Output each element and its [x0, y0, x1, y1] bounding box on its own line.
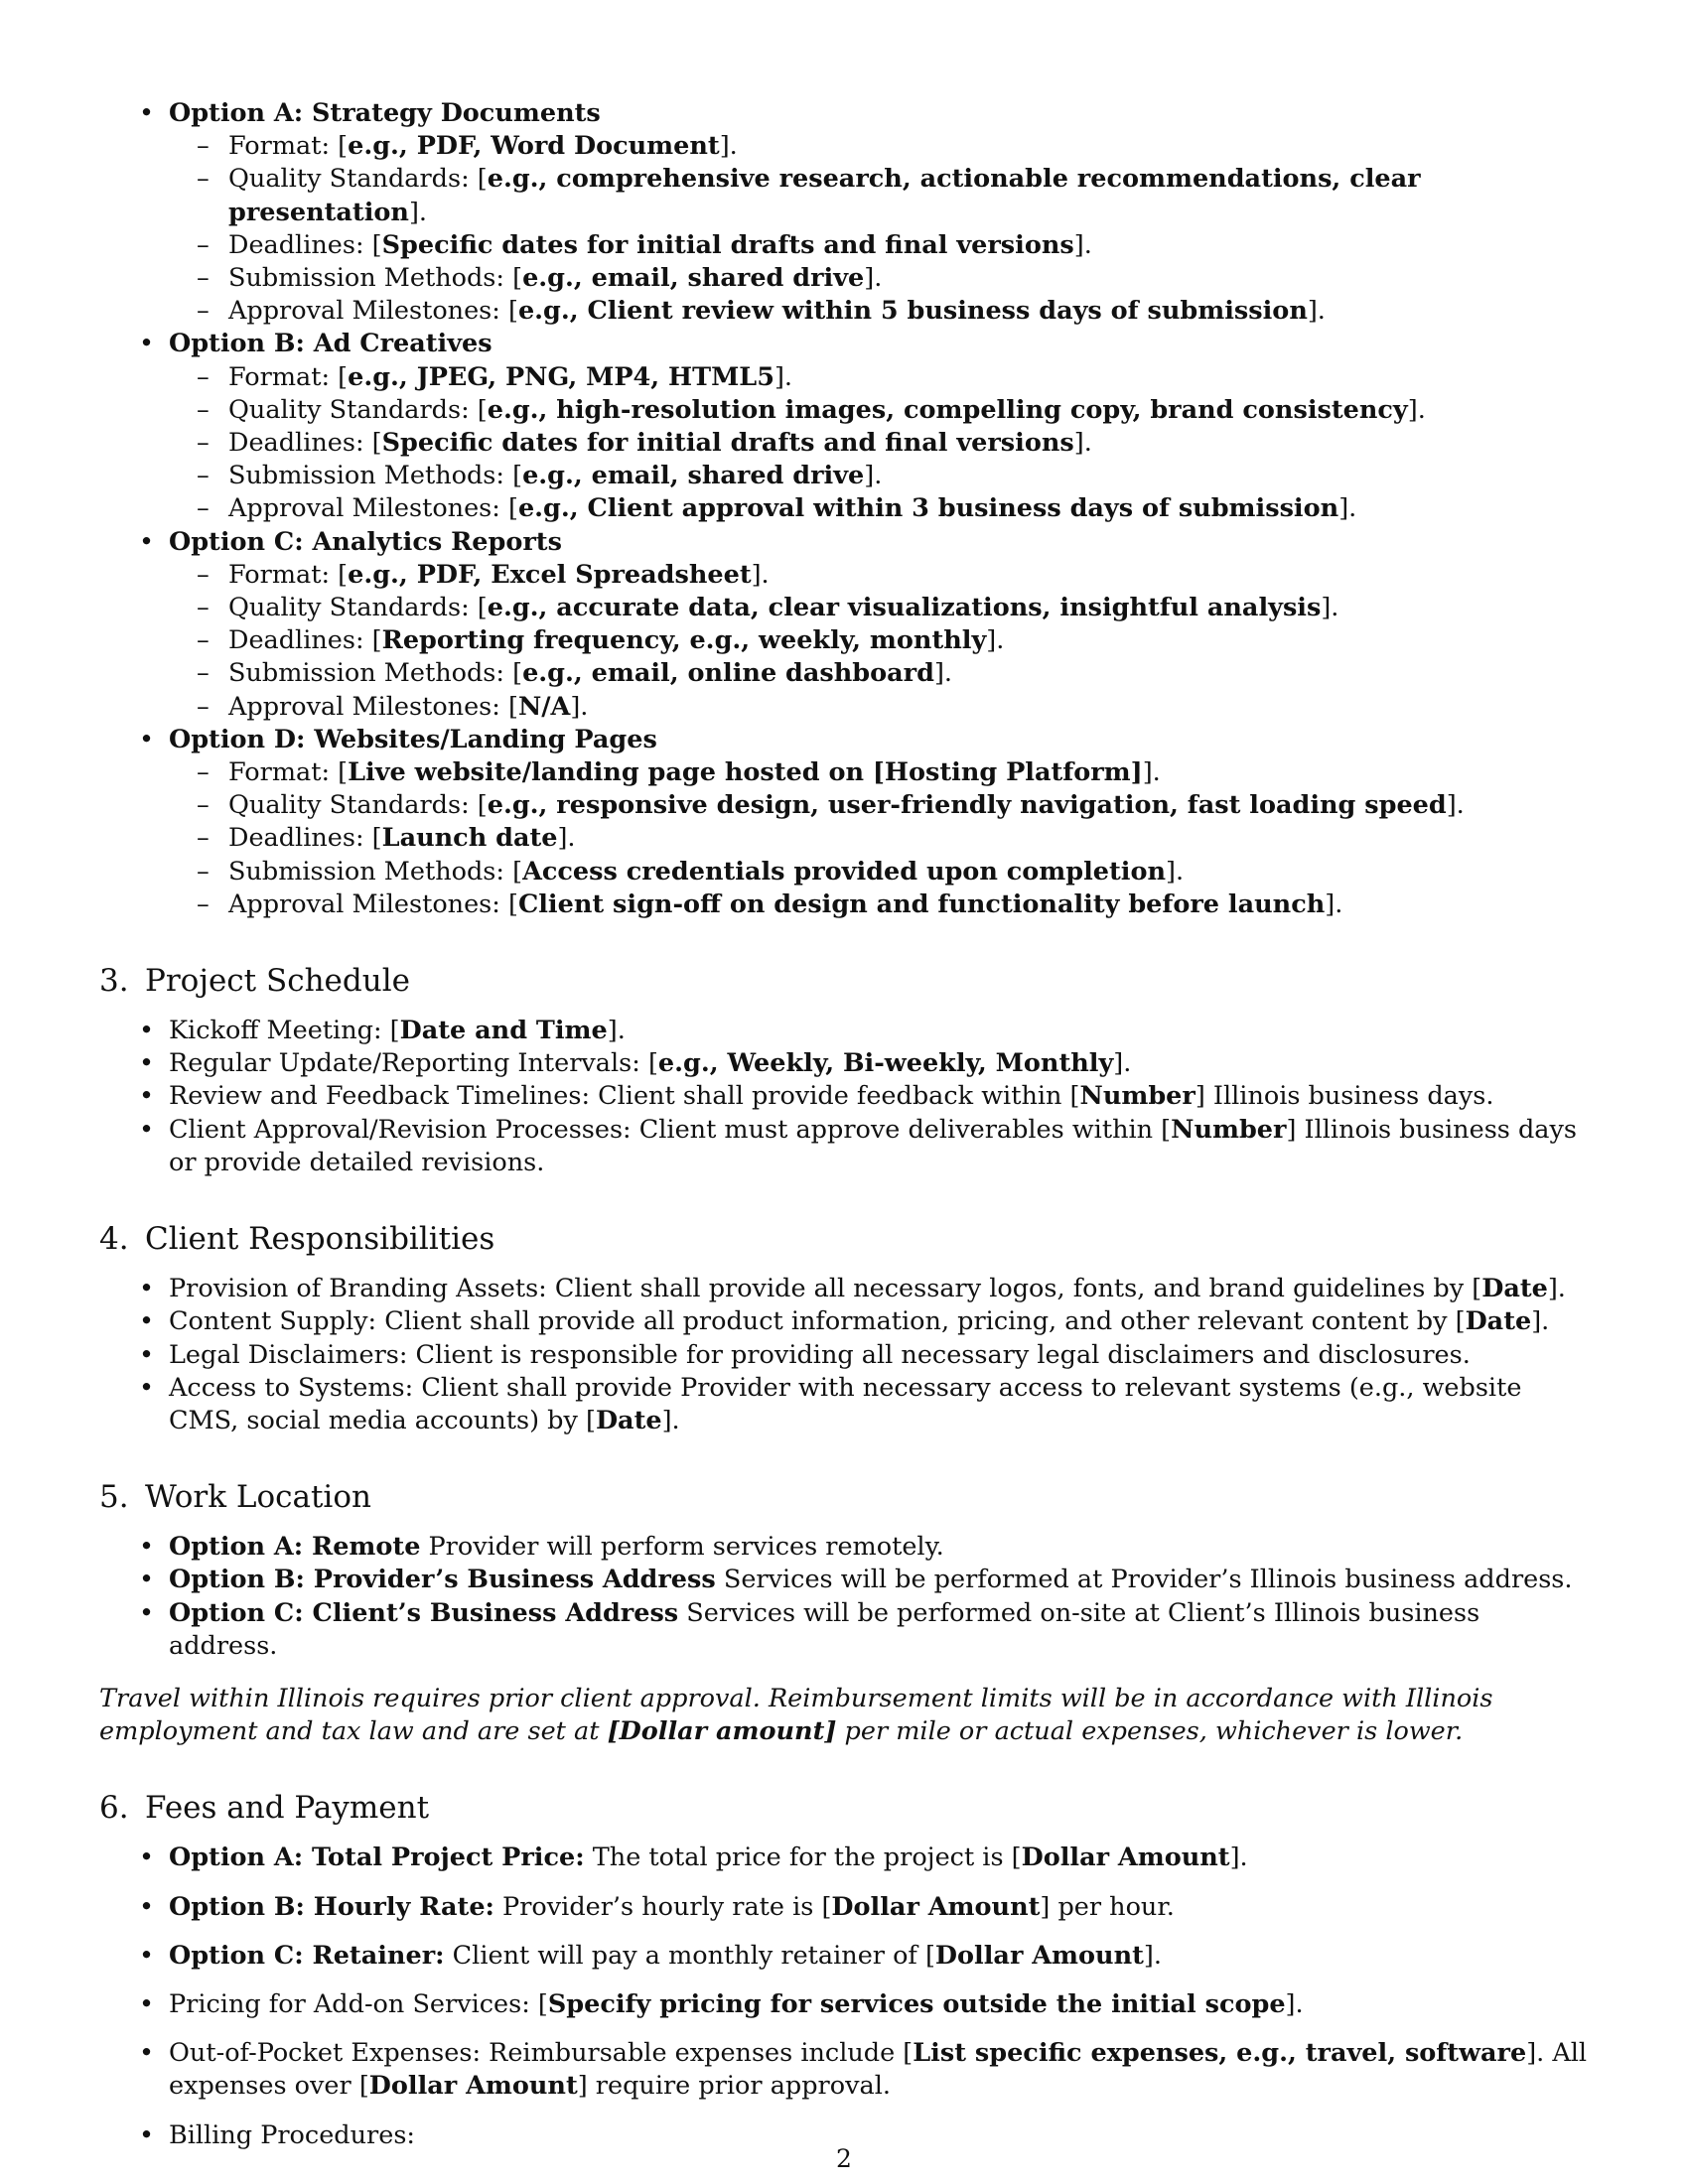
list-item: • Option A: Total Project Price: The total price for the project is [Dollar Amount].	[99, 1842, 1594, 1874]
option-title: Option C: Analytics Reports	[169, 526, 562, 557]
list-item: – Format: [Live website/landing page hosted on [Hosting Platform]].	[99, 756, 1594, 789]
list-item: – Approval Milestones: [N/A].	[99, 691, 1594, 724]
list-item: – Submission Methods: [e.g., email, shared drive].	[99, 262, 1594, 295]
list-item: – Deadlines: [Reporting frequency, e.g., weekly, monthly].	[99, 624, 1594, 657]
option-title: Option D: Websites/Landing Pages	[169, 724, 657, 754]
list-item: – Format: [e.g., JPEG, PNG, MP4, HTML5].	[99, 361, 1594, 394]
list-item: • Option B: Provider’s Business Address Services will be performed at Provider’s Illinois business address.	[99, 1564, 1594, 1596]
list-item: • Kickoff Meeting: [Date and Time].	[99, 1015, 1594, 1047]
section-heading: 3. Project Schedule	[99, 963, 410, 1000]
project-schedule-list	[99, 1015, 1594, 1179]
deliverable-option	[99, 97, 1594, 328]
list-item: • Pricing for Add-on Services: [Specify pricing for services outside the initial scope].	[99, 1988, 1594, 2021]
list-item: • Client Approval/Revision Processes: Client must approve deliverables within [Number] Illinois business days or provide detailed revisions.	[99, 1114, 1594, 1179]
deliverable-option	[99, 526, 1594, 724]
list-item: – Deadlines: [Specific dates for initial drafts and final versions].	[99, 427, 1594, 460]
client-responsibilities-list	[99, 1273, 1594, 1437]
option-title: Option B: Ad Creatives	[169, 329, 492, 359]
page-number: 2	[836, 2144, 852, 2173]
section-heading: 5. Work Location	[99, 1479, 371, 1516]
option-title: Option A: Strategy Documents	[169, 98, 601, 128]
deliverable-option	[99, 328, 1594, 525]
list-item: – Format: [e.g., PDF, Excel Spreadsheet].	[99, 559, 1594, 592]
list-item: – Approval Milestones: [e.g., Client approval within 3 business days of submission].	[99, 492, 1594, 525]
list-item: – Deadlines: [Launch date].	[99, 822, 1594, 855]
list-item: – Approval Milestones: [Client sign-off on design and functionality before launch].	[99, 888, 1594, 921]
list-item: • Out-of-Pocket Expenses: Reimbursable expenses include [List specific expenses, e.g., travel, software]. All expenses over [Dollar Amount] require prior approval.	[99, 2037, 1594, 2103]
list-item: • Option C: Retainer: Client will pay a monthly retainer of [Dollar Amount].	[99, 1940, 1594, 1973]
section-heading: 4. Client Responsibilities	[99, 1221, 495, 1258]
list-item: – Quality Standards: [e.g., responsive design, user-friendly navigation, fast loading speed].	[99, 789, 1594, 822]
list-item: – Submission Methods: [Access credentials provided upon completion].	[99, 856, 1594, 888]
list-item: – Approval Milestones: [e.g., Client review within 5 business days of submission].	[99, 295, 1594, 328]
list-item: – Deadlines: [Specific dates for initial drafts and final versions].	[99, 229, 1594, 262]
list-item: – Submission Methods: [e.g., email, online dashboard].	[99, 657, 1594, 690]
fees-list	[99, 1842, 1594, 2151]
list-item: • Billing Procedures:	[99, 2119, 1594, 2152]
list-item: • Provision of Branding Assets: Client shall provide all necessary logos, fonts, and brand guidelines by [Date].	[99, 1273, 1594, 1305]
list-item: • Review and Feedback Timelines: Client shall provide feedback within [Number] Illinois business days.	[99, 1080, 1594, 1113]
list-item: – Quality Standards: [e.g., accurate data, clear visualizations, insightful analysis].	[99, 592, 1594, 624]
list-item: • Option C: Client’s Business Address Services will be performed on-site at Client’s Illinois business address.	[99, 1597, 1594, 1663]
list-item: • Option A: Remote Provider will perform services remotely.	[99, 1531, 1594, 1564]
document-page	[99, 97, 1594, 2168]
list-item: • Access to Systems: Client shall provide Provider with necessary access to relevant systems (e.g., website CMS, social media accounts) by [Date].	[99, 1372, 1594, 1437]
list-item: • Content Supply: Client shall provide all product information, pricing, and other relevant content by [Date].	[99, 1305, 1594, 1338]
list-item: – Format: [e.g., PDF, Word Document].	[99, 130, 1594, 163]
deliverables-list	[99, 97, 1594, 921]
travel-note: Travel within Illinois requires prior client approval. Reimbursement limits will be in accordance with Illinois employment and tax law and are set at [Dollar amount] per mile or actual expenses, whichever is lower.	[99, 1683, 1493, 1747]
list-item: – Quality Standards: [e.g., high-resolution images, compelling copy, brand consistency].	[99, 394, 1594, 427]
list-item: • Legal Disclaimers: Client is responsible for providing all necessary legal disclaimers and disclosures.	[99, 1339, 1594, 1372]
section-heading: 6. Fees and Payment	[99, 1790, 430, 1827]
deliverable-option	[99, 724, 1594, 921]
list-item: • Option B: Hourly Rate: Provider’s hourly rate is [Dollar Amount] per hour.	[99, 1891, 1594, 1924]
list-item: – Quality Standards: [e.g., comprehensive research, actionable recommendations, clear presentation].	[99, 163, 1594, 228]
list-item: • Regular Update/Reporting Intervals: [e.g., Weekly, Bi-weekly, Monthly].	[99, 1047, 1594, 1080]
list-item: – Submission Methods: [e.g., email, shared drive].	[99, 460, 1594, 492]
work-location-list	[99, 1531, 1594, 1663]
